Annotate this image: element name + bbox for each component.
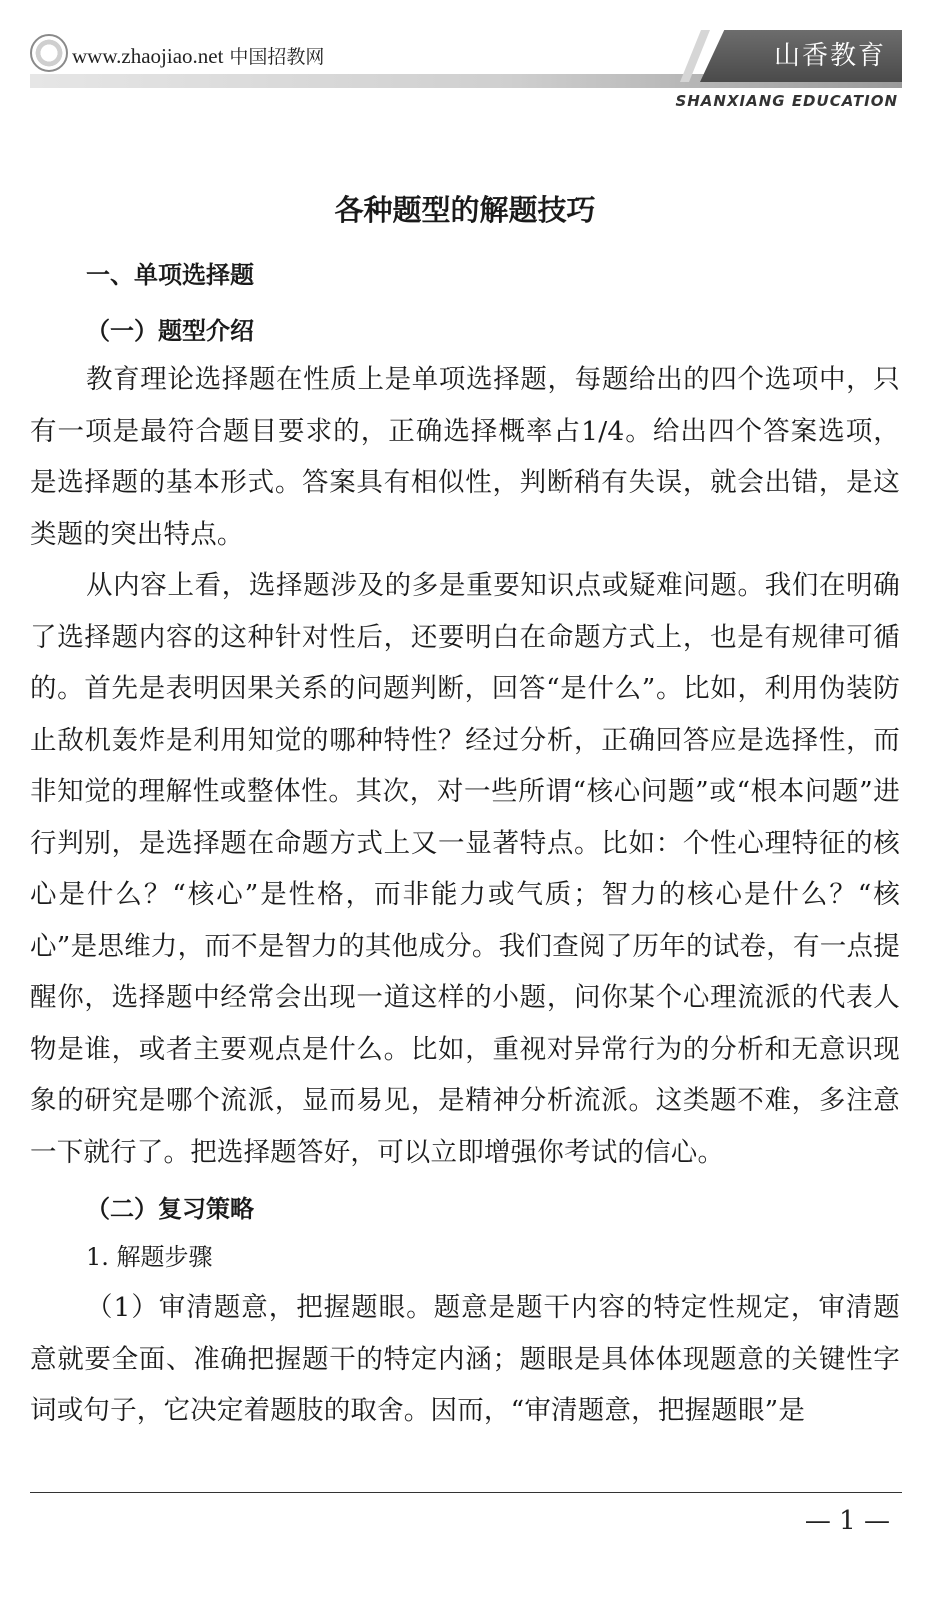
page-number: — 1 — xyxy=(804,1506,890,1536)
site-url xyxy=(72,42,324,69)
brand-name-en: SHANXIANG EDUCATION xyxy=(675,92,898,110)
subsection-heading-intro: （一）题型介绍 xyxy=(86,317,254,345)
footer-divider xyxy=(30,1492,902,1493)
section-heading: 一、单项选择题 xyxy=(86,261,254,289)
paragraph: （1）审清题意，把握题眼。题意是题干内容的特定性规定，审清题意就要全面、准确把握题干的特定内涵；题眼是具体体现题意的关键性字词或句子，它决定着题肢的取舍。因而，“审清题意，把握题眼”是 xyxy=(30,1292,900,1426)
document-body xyxy=(30,170,900,1437)
step-heading: 1. 解题步骤 xyxy=(86,1243,213,1271)
subsection-heading-strategy: （二）复习策略 xyxy=(86,1195,254,1223)
paragraph: 教育理论选择题在性质上是单项选择题，每题给出的四个选项中，只有一项是最符合题目要求的，正确选择概率占1/4。给出四个答案选项，是选择题的基本形式。答案具有相似性，判断稍有失误，就会出错，是这类题的突出特点。 xyxy=(30,364,900,550)
paragraph: 从内容上看，选择题涉及的多是重要知识点或疑难问题。我们在明确了选择题内容的这种针对性后，还要明白在命题方式上，也是有规律可循的。首先是表明因果关系的问题判断，回答“是什么”。比如，利用伪装防止敌机轰炸是利用知觉的哪种特性？经过分析，正确回答应是选择性，而非知觉的理解性或整体性。其次，对一些所谓“核心问题”或“根本问题”进行判别，是选择题在命题方式上又一显著特点。比如：个性心理特征的核心是什么？“核心”是性格，而非能力或气质；智力的核心是什么？“核心”是思维力，而不是智力的其他成分。我们查阅了历年的试卷，有一点提醒你，选择题中经常会出现一道这样的小题，问你某个心理流派的代表人物是谁，或者主要观点是什么。比如，重视对异常行为的分析和无意识现象的研究是哪个流派，显而易见，是精神分析流派。这类题不难，多注意一下就行了。把选择题答好，可以立即增强你考试的信心。 xyxy=(30,570,900,1168)
site-name: 中国招教网 xyxy=(229,46,325,68)
site-url-text: www.zhaojiao.net xyxy=(72,44,224,68)
document-title: 各种题型的解题技巧 xyxy=(334,193,596,227)
seal-logo-icon xyxy=(30,34,68,72)
brand-name-cn: 山香教育 xyxy=(773,41,886,71)
page-header xyxy=(0,0,950,120)
